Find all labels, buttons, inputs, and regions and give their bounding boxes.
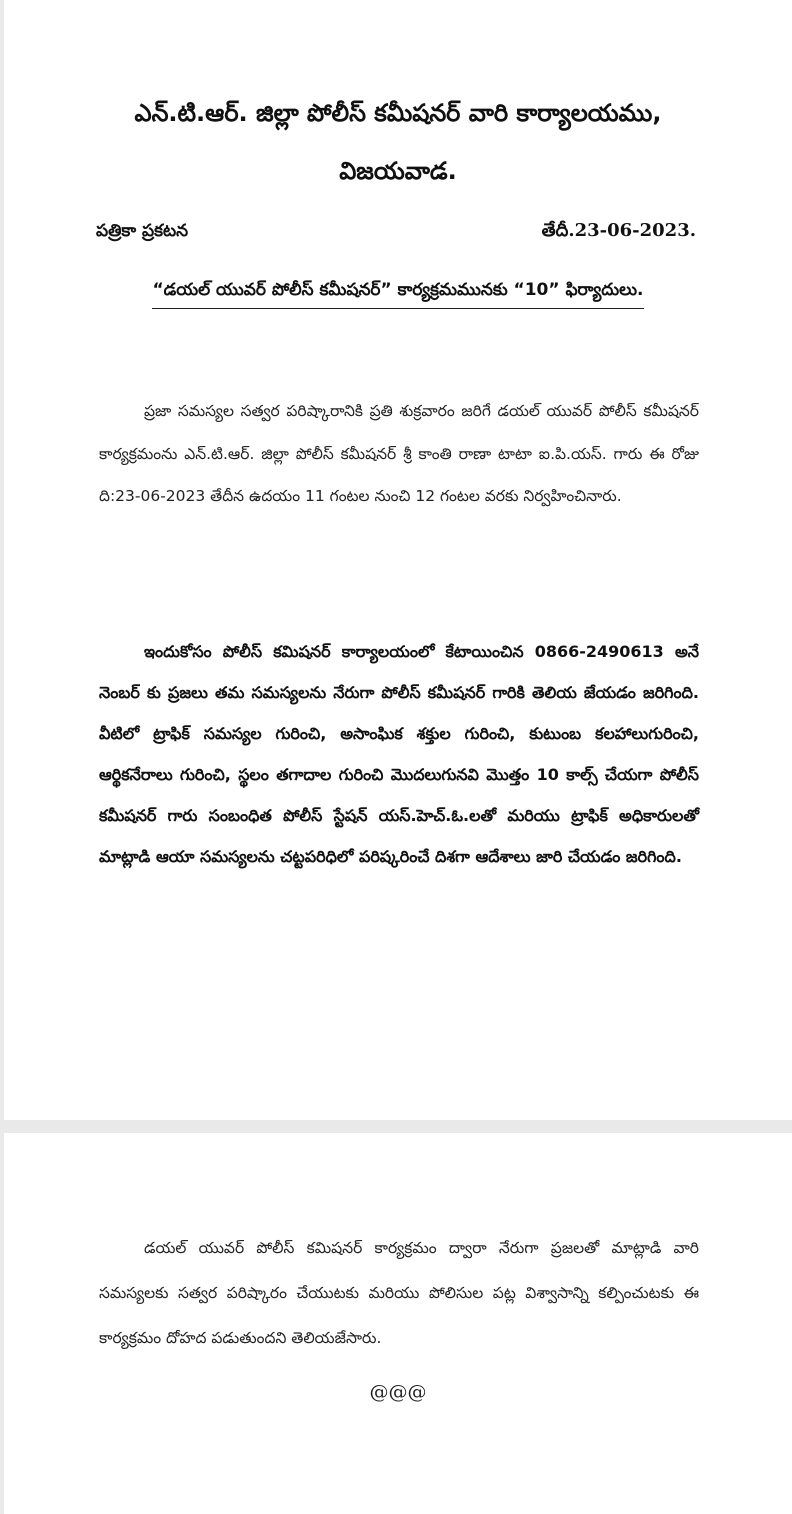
document-page-2	[4, 1133, 792, 1514]
subject-text: “డయల్ యువర్ పోలీస్ కమీషనర్” కార్యక్రమమునకు “10” ఫిర్యాదులు.	[152, 280, 643, 309]
document-page-1	[4, 0, 792, 1120]
subject-line	[4, 278, 792, 302]
paragraph-1: ప్రజా సమస్యల సత్వర పరిష్కారానికి ప్రతి శుక్రవారం జరిగే డయల్ యువర్ పోలీస్ కమీషనర్ కార్యక్రమంను ఎన్.టి.ఆర్. జిల్లా పోలీస్ కమీషనర్ శ్రీ కాంతి రాణా టాటా ఐ.పి.యస్. గారు ఈ రోజు ది:23-06-2023 తేదీన ఉదయం 11 గంటల నుంచి 12 గంటల వరకు నిర్వహించినారు.	[99, 402, 699, 505]
office-city: విజయవాడ.	[339, 157, 457, 185]
release-date: తేదీ.23-06-2023.	[541, 220, 696, 241]
office-title: ఎన్.టి.ఆర్. జిల్లా పోలీస్ కమీషనర్ వారి కార్యాలయము,	[134, 99, 662, 127]
paragraph-3: డయల్ యువర్ పోలీస్ కమిషనర్ కార్యక్రమం ద్వారా నేరుగా ప్రజలతో మాట్లాడి వారి సమస్యలకు సత్వర పరిష్కారం చేయుటకు మరియు పోలిసుల పట్ల విశ్వాసాన్ని కల్పించుటకు ఈ కార్యక్రమం దోహద పడుతుందని తెలియజేసారు.	[99, 1239, 699, 1347]
press-release-label: పత్రికా ప్రకటన	[96, 221, 189, 241]
closing-mark: @@@	[369, 1381, 427, 1403]
paragraph-2: ఇందుకోసం పోలీస్ కమిషనర్ కార్యాలయంలో కేటాయించిన 0866-2490613 అనే నెంబర్ కు ప్రజలు తమ సమస్యలను నేరుగా పోలీస్ కమీషనర్ గారికి తెలియ జేయడం జరిగింది. వీటిలో ట్రాఫిక్ సమస్యల గురించి, అసాంఘిక శక్తుల గురించి, కుటుంబ కలహాలుగురించి, ఆర్థికనేరాలు గురించి, స్థలం తగాదాల గురించి మొదలుగునవి మొత్తం 10 కాల్స్ చేయగా పోలీస్ కమీషనర్ గారు సంబంధిత పోలీస్ స్టేషన్ యస్.హెచ్.ఓ.లతో మరియు ట్రాఫిక్ అధికారులతో మాట్లాడి ఆయా సమస్యలను చట్టపరిధిలో పరిష్కరించే దిశగా ఆదేశాలు జారి చేయడం జరిగింది.	[99, 642, 699, 866]
